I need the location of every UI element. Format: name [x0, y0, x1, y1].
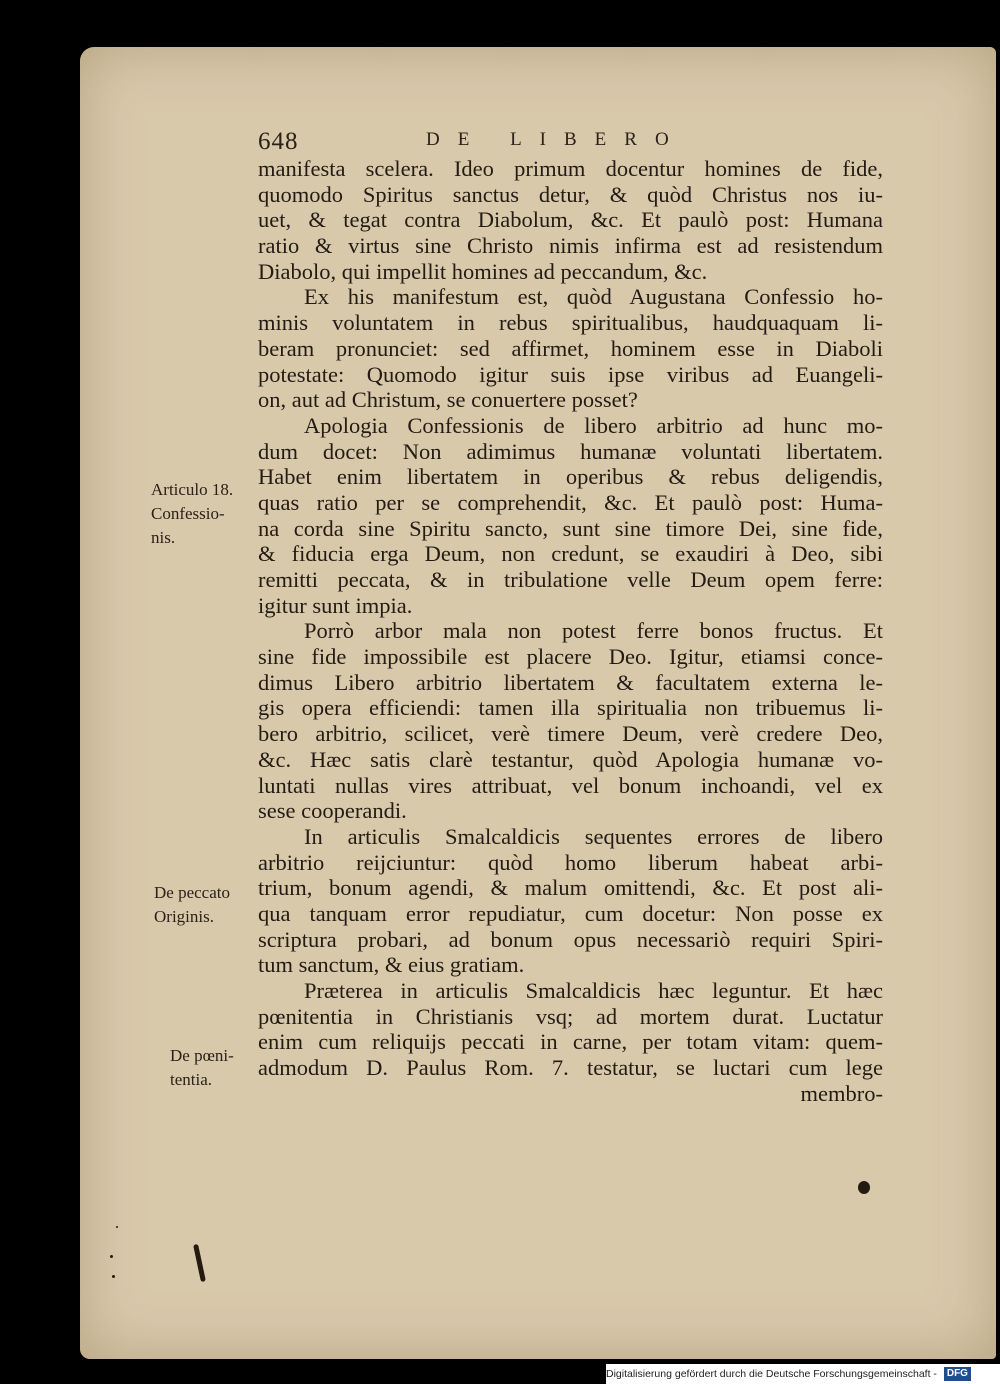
text-line: sine fide impossibile est placere Deo. Igitur, etiamsi conce-	[258, 644, 883, 670]
body-text	[258, 156, 883, 1106]
text-line: igitur sunt impia.	[258, 592, 413, 618]
text-line: In articulis Smalcaldicis sequentes errores de libero	[304, 823, 883, 849]
text-line: minis voluntatem in rebus spiritualibus, haudquaquam li-	[258, 310, 883, 336]
text-line: &c. Hæc satis clarè testantur, quòd Apologia humanæ vo-	[258, 746, 883, 772]
margin-note-line: Originis.	[154, 907, 214, 926]
ink-dot	[112, 1275, 115, 1278]
text-line: beram pronunciet: sed affirmet, hominem esse in Diaboli	[258, 335, 883, 361]
margin-note-line: Confessio-	[151, 504, 225, 523]
text-line: Habet enim libertatem in operibus & rebus deligendis,	[258, 464, 883, 490]
margin-note-peccato	[154, 881, 230, 929]
margin-note-line: tentia.	[170, 1070, 213, 1089]
margin-note-line: Articulo 18.	[151, 480, 234, 499]
text-line: & fiducia erga Deum, non credunt, se exaudiri à Deo, sibi	[258, 541, 883, 567]
ink-blot	[858, 1181, 870, 1194]
text-line: Ex his manifestum est, quòd Augustana Confessio ho-	[304, 284, 883, 310]
text-line: na corda sine Spiritu sancto, sunt sine timore Dei, sine fide,	[258, 515, 883, 541]
text-line: pœnitentia in Christianis vsq; ad mortem durat. Luctatur	[258, 1003, 883, 1029]
text-line: dum docet: Non adimimus humanæ voluntati libertatem.	[258, 438, 883, 464]
page-header	[258, 128, 798, 158]
text-line: uet, & tegat contra Diabolum, &c. Et paulò post: Humana	[258, 207, 883, 233]
text-line: quomodo Spiritus sanctus detur, & quòd Christus nos iu-	[258, 181, 883, 207]
text-line: Diabolo, qui impellit homines ad peccandum, &c.	[258, 258, 708, 284]
text-line: on, aut ad Christum, se conuertere posset?	[258, 387, 638, 413]
text-line: trium, bonum agendi, & malum omittendi, &c. Et post ali-	[258, 875, 883, 901]
margin-note-line: nis.	[151, 528, 176, 547]
text-line: manifesta scelera. Ideo primum docentur homines de fide,	[258, 156, 883, 181]
running-title: DE LIBERO	[426, 129, 687, 150]
text-line: scriptura probari, ad bonum opus necessariò requiri Spiri-	[258, 926, 883, 952]
text-line: sese cooperandi.	[258, 798, 407, 824]
text-line: Apologia Confessionis de libero arbitrio ad hunc mo-	[304, 412, 883, 438]
text-line: Præterea in articulis Smalcaldicis hæc leguntur. Et hæc	[304, 978, 883, 1003]
dfg-logo: DFG	[944, 1367, 971, 1381]
page-number: 648	[258, 128, 299, 155]
margin-note-poenitentia	[170, 1044, 234, 1092]
text-line: gis opera efficiendi: tamen illa spiritualia non tribuemus li-	[258, 695, 883, 721]
text-line: ratio & virtus sine Christo nimis infirma est ad resistendum	[258, 233, 883, 259]
text-line: quas ratio per se comprehendit, &c. Et paulò post: Huma-	[258, 489, 883, 515]
ink-dot	[116, 1226, 118, 1228]
text-line: bero arbitrio, scilicet, verè timere Deum, verè credere Deo,	[258, 721, 883, 747]
margin-note-articulo	[151, 478, 233, 550]
text-line: luntati nullas vires attribuat, vel bonum inchoandi, vel ex	[258, 772, 883, 798]
text-line: dimus Libero arbitrio libertatem & facultatem externa le-	[258, 669, 883, 695]
digitization-credit	[606, 1364, 1000, 1384]
text-line: tum sanctum, & eius gratiam.	[258, 952, 525, 978]
credit-text: Digitalisierung gefördert durch die Deutsche Forschungsgemeinschaft -	[606, 1368, 937, 1380]
text-line: remitti peccata, & in tribulatione velle Deum opem ferre:	[258, 567, 883, 592]
text-line: membro-	[800, 1080, 883, 1106]
text-line: enim cum reliquijs peccati in carne, per totam vitam: quem-	[258, 1029, 883, 1055]
margin-note-line: De peccato	[154, 883, 230, 902]
margin-note-line: De pœni-	[170, 1046, 234, 1065]
text-line: admodum D. Paulus Rom. 7. testatur, se luctari cum lege	[258, 1055, 883, 1081]
text-line: potestate: Quomodo igitur suis ipse viribus ad Euangeli-	[258, 361, 883, 387]
text-line: Porrò arbor mala non potest ferre bonos fructus. Et	[304, 618, 883, 644]
text-line: arbitrio reijciuntur: quòd homo liberum habeat arbi-	[258, 849, 883, 875]
text-line: qua tanquam error repudiatur, cum docetur: Non posse ex	[258, 900, 883, 926]
ink-dot	[110, 1255, 113, 1258]
